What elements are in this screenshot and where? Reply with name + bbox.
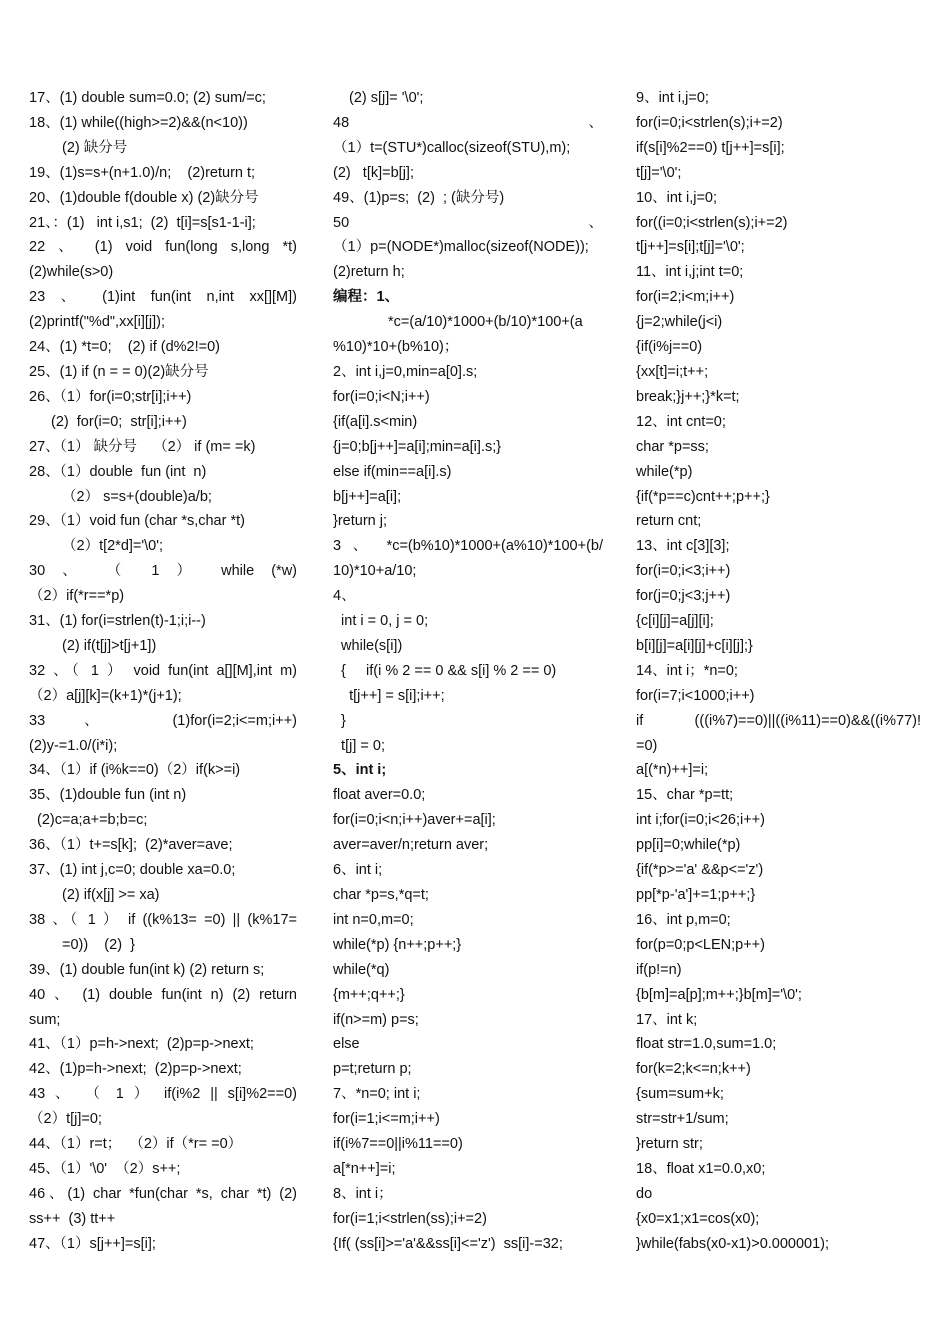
answer-line: t[j] = 0;	[333, 737, 385, 754]
answer-line: {m++;q++;}	[333, 986, 405, 1003]
answer-line: (2)return h;	[333, 264, 405, 281]
answer-line: int i;for(i=0;i<26;i++)	[636, 812, 765, 829]
answer-line: }return j;	[333, 513, 387, 530]
answer-line: else if(min==a[i].s)	[333, 463, 452, 480]
answer-line: *c=(a/10)*1000+(b/10)*100+(a	[388, 314, 583, 331]
answer-line: 27、（1） 缺分号 （2） if (m= =k)	[29, 438, 256, 455]
answer-line: 6、int i;	[333, 862, 383, 879]
answer-line: break;}j++;}*k=t;	[636, 388, 740, 405]
answer-line: sum;	[29, 1011, 61, 1028]
answer-line: 4、	[333, 588, 356, 605]
answer-line: 10)*10+a/10;	[333, 563, 417, 580]
answer-line: ss++ (3) tt++	[29, 1210, 116, 1227]
answer-line: {If( (ss[i]>='a'&&ss[i]<='z') ss[i]-=32;	[333, 1235, 563, 1252]
answer-line: 31、(1) for(i=strlen(t)-1;i;i--)	[29, 613, 206, 630]
answer-line: 14、int i；*n=0;	[636, 662, 738, 679]
answer-line: 17、int k;	[636, 1011, 698, 1028]
answer-line: 34、（1）if (i%k==0)（2）if(k>=i)	[29, 762, 241, 779]
answer-line: while(*p)	[636, 463, 693, 480]
answer-line: 18、(1) while((high>=2)&&(n<10))	[29, 114, 248, 131]
answer-line: {if(*p==c)cnt++;p++;}	[636, 488, 770, 505]
answer-line: for(i=1;i<strlen(ss);i+=2)	[333, 1210, 487, 1227]
answer-line: =0)) (2) }	[62, 936, 135, 953]
answer-line: (2) if(x[j] >= xa)	[62, 887, 160, 903]
answer-line: 19、(1)s=s+(n+1.0)/n; (2)return t;	[29, 164, 256, 181]
answer-line: a[(*n)++]=i;	[636, 762, 709, 779]
answer-line: for(i=1;i<=m;i++)	[333, 1111, 440, 1128]
answer-line: {c[i][j]=a[j][i];	[636, 613, 714, 630]
column-left	[29, 86, 297, 1257]
answer-line: do	[636, 1185, 653, 1202]
answer-line: 8、int i；	[333, 1185, 393, 1202]
answer-line: for(i=7;i<1000;i++)	[636, 687, 755, 704]
answer-line: {x0=x1;x1=cos(x0);	[636, 1210, 760, 1227]
answer-line: 32 、（ 1 ） void fun(int a[][M],int m)	[29, 662, 297, 679]
answer-line: 50 、	[333, 214, 603, 231]
answer-line: 48 、	[333, 114, 603, 131]
answer-line: 40 、 (1) double fun(int n) (2) return	[29, 986, 297, 1003]
answer-line: else	[333, 1036, 360, 1053]
answer-line: (2) for(i=0; str[i];i++)	[51, 413, 187, 430]
answer-line: 30 、 （ 1 ） while (*w)	[29, 563, 297, 580]
answer-line: 17、(1) double sum=0.0; (2) sum/=c;	[29, 90, 266, 106]
answer-line: aver=aver/n;return aver;	[333, 837, 489, 854]
answer-line: 35、(1)double fun (int n)	[29, 787, 187, 804]
answer-line: for(i=0;i<3;i++)	[636, 563, 731, 580]
answer-line: float aver=0.0;	[333, 787, 426, 804]
answer-line: 22 、 (1) void fun(long s,long *t)	[29, 239, 297, 256]
answer-line: }while(fabs(x0-x1)>0.000001);	[636, 1235, 830, 1252]
answer-line: float str=1.0,sum=1.0;	[636, 1036, 777, 1053]
answer-line: for(i=0;i<N;i++)	[333, 388, 430, 405]
answer-line: pp[*p-'a']+=1;p++;}	[636, 887, 756, 903]
answer-line: (2) t[k]=b[j];	[333, 164, 414, 181]
answer-line: {if(a[i].s<min)	[333, 413, 418, 430]
answer-line: 18、float x1=0.0,x0;	[636, 1160, 766, 1177]
answer-line: p=t;return p;	[333, 1061, 412, 1078]
answer-line: 10、int i,j=0;	[636, 189, 718, 206]
answer-line: 38 、（ 1 ） if ((k%13= =0) || (k%17=	[29, 911, 297, 928]
answer-line: 37、(1) int j,c=0; double xa=0.0;	[29, 862, 236, 879]
column-right	[636, 86, 921, 1257]
answer-line: b[j++]=a[i];	[333, 488, 402, 505]
answer-line: 11、int i,j;int t=0;	[636, 264, 744, 281]
answer-line: t[j++] = s[i];i++;	[333, 687, 445, 704]
answer-line: int n=0,m=0;	[333, 911, 414, 928]
answer-line: （2）a[j][k]=(k+1)*(j+1);	[29, 687, 182, 704]
answer-line: while(*p) {n++;p++;}	[333, 936, 462, 953]
answer-line: (2) if(t[j]>t[j+1])	[62, 637, 157, 654]
answer-line: (2)c=a;a+=b;b=c;	[37, 812, 148, 829]
answer-line: 28、（1）double fun (int n)	[29, 463, 207, 480]
answer-line: if(n>=m) p=s;	[333, 1011, 419, 1028]
answer-line: a[*n++]=i;	[333, 1160, 396, 1177]
answer-line: while(*q)	[333, 961, 390, 978]
answer-line: 9、int i,j=0;	[636, 90, 709, 106]
answer-line: (2)printf("%d",xx[i][j]);	[29, 314, 165, 331]
answer-line: 16、int p,m=0;	[636, 911, 731, 928]
answer-line: str=str+1/sum;	[636, 1111, 729, 1128]
answer-line: if(i%7==0||i%11==0)	[333, 1136, 463, 1153]
answer-line: 24、(1) *t=0; (2) if (d%2!=0)	[29, 339, 220, 356]
answer-line: 41、（1）p=h->next; (2)p=p->next;	[29, 1036, 254, 1053]
answer-line: {j=0;b[j++]=a[i];min=a[i].s;}	[333, 438, 502, 455]
answer-line: for(k=2;k<=n;k++)	[636, 1061, 751, 1078]
answer-line: （2）t[2*d]='\0';	[62, 538, 164, 555]
answer-line: 47、（1）s[j++]=s[i];	[29, 1235, 156, 1252]
answer-line: 26、（1）for(i=0;str[i];i++)	[29, 388, 192, 405]
answer-line: int i = 0, j = 0;	[333, 613, 429, 630]
answer-line: 21、：(1) int i,s1; (2) t[i]=s[s1-1-i];	[29, 214, 256, 231]
answer-line: {j=2;while(j<i)	[636, 314, 723, 331]
answer-line: (2)y-=1.0/(i*i);	[29, 737, 118, 754]
answer-line: b[i][j]=a[i][j]+c[i][j];}	[636, 637, 753, 654]
answer-line: {sum=sum+k;	[636, 1086, 724, 1103]
answer-line: {if(*p>='a' &&p<='z')	[636, 862, 764, 879]
answer-line: 12、int cnt=0;	[636, 413, 726, 430]
answer-line: (2)while(s>0)	[29, 264, 114, 281]
answer-line: }return str;	[636, 1136, 703, 1153]
answer-line: {xx[t]=i;t++;	[636, 363, 709, 380]
answer-line: =0)	[636, 737, 658, 754]
answer-line: while(s[i])	[333, 637, 403, 654]
answer-line: 46、(1) char *fun(char *s, char *t) (2)	[29, 1185, 297, 1202]
answer-line: 45、（1）'\0' （2）s++;	[29, 1160, 181, 1177]
answer-line: 36、（1）t+=s[k]; (2)*aver=ave;	[29, 837, 233, 854]
answer-line: （2）t[j]=0;	[29, 1111, 102, 1128]
answer-line: 43 、 （ 1 ） if(i%2 || s[i]%2==0)	[29, 1086, 297, 1103]
answer-line: for(i=0;i<strlen(s);i+=2)	[636, 114, 783, 131]
answer-line: if (((i%7)==0)||((i%11)==0)&&((i%77)!	[636, 712, 921, 729]
answer-line: if(s[i]%2==0) t[j++]=s[i];	[636, 139, 785, 156]
answer-line: 44、（1）r=t； （2）if（*r= =0）	[29, 1136, 243, 1153]
answer-line: t[j++]=s[i];t[j]='\0';	[636, 239, 745, 256]
answer-line: %10)*10+(b%10)；	[333, 339, 459, 356]
answer-line: 7、*n=0; int i;	[333, 1086, 421, 1103]
answer-line: 25、(1) if (n = = 0)(2)缺分号	[29, 363, 209, 380]
answer-line: pp[i]=0;while(*p)	[636, 837, 741, 854]
answer-line: 20、(1)double f(double x) (2)缺分号	[29, 189, 259, 206]
answer-line: (2) s[j]= '\0';	[349, 90, 424, 106]
answer-line: 15、char *p=tt;	[636, 787, 734, 804]
answer-line: 5、int i;	[333, 762, 387, 779]
answer-line: 23 、 (1)int fun(int n,int xx[][M])	[29, 289, 297, 306]
answer-line: （1）t=(STU*)calloc(sizeof(STU),m);	[333, 139, 571, 156]
answer-line: 39、(1) double fun(int k) (2) return s;	[29, 961, 265, 978]
answer-line: if(p!=n)	[636, 961, 682, 978]
answer-line: for(i=2;i<m;i++)	[636, 289, 735, 306]
answer-line: for(j=0;j<3;j++)	[636, 588, 731, 605]
answer-line: 编程：1、	[333, 289, 400, 306]
answer-line: 29、（1）void fun (char *s,char *t)	[29, 513, 245, 530]
answer-line: 13、int c[3][3];	[636, 538, 730, 555]
answer-line: { if(i % 2 == 0 && s[i] % 2 == 0)	[333, 662, 557, 679]
answer-line: char *p=s,*q=t;	[333, 887, 429, 903]
answer-line: (2) 缺分号	[62, 139, 128, 156]
answer-line: 33 、 (1)for(i=2;i<=m;i++)	[29, 712, 297, 729]
answer-line: t[j]='\0';	[636, 164, 682, 181]
answer-line: {if(i%j==0)	[636, 339, 703, 356]
answer-line: return cnt;	[636, 513, 702, 530]
answer-line: for((i=0;i<strlen(s);i+=2)	[636, 214, 788, 231]
answer-line: （2） s=s+(double)a/b;	[62, 488, 212, 505]
answer-line: 2、int i,j=0,min=a[0].s;	[333, 363, 478, 380]
answer-line: {b[m]=a[p];m++;}b[m]='\0';	[636, 986, 802, 1003]
answer-line: 3 、 *c=(b%10)*1000+(a%10)*100+(b/	[333, 538, 603, 555]
answer-line: 42、(1)p=h->next; (2)p=p->next;	[29, 1061, 242, 1078]
answer-line: }	[333, 712, 346, 729]
answer-line: for(i=0;i<n;i++)aver+=a[i];	[333, 812, 496, 829]
answer-line: 49、(1)p=s; (2) ; (缺分号)	[333, 189, 505, 206]
answer-line: char *p=ss;	[636, 438, 709, 455]
answer-line: （1）p=(NODE*)malloc(sizeof(NODE));	[333, 239, 589, 256]
answer-line: for(p=0;p<LEN;p++)	[636, 936, 765, 953]
answer-line: （2）if(*r==*p)	[29, 588, 125, 605]
column-middle	[333, 86, 603, 1257]
